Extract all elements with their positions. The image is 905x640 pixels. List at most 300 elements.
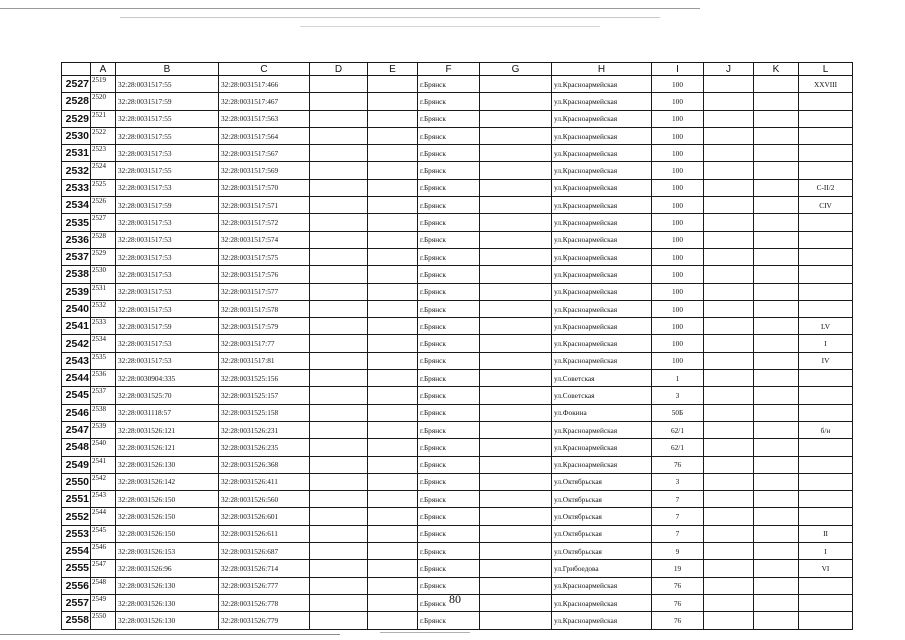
cell-f: г.Брянск [418,370,480,387]
cell-f: г.Брянск [418,318,480,335]
cell-f: г.Брянск [418,127,480,144]
cell-a: 2538 [91,404,116,421]
cell-e [368,110,418,127]
row-number-cell: 2535 [62,214,91,231]
column-header-h: H [552,63,652,76]
cell-i: 100 [652,318,704,335]
cell-a: 2527 [91,214,116,231]
cell-b: 32:28:0031526:153 [116,543,219,560]
cell-c: 32:28:0031517:466 [219,76,310,93]
cell-d [310,231,368,248]
cell-h: ул.Красноармейская [552,300,652,317]
cell-h: ул.Красноармейская [552,127,652,144]
cell-d [310,197,368,214]
row-number-cell: 2527 [62,76,91,93]
cell-e [368,387,418,404]
cell-c: 32:28:0031526:777 [219,577,310,594]
cell-f: г.Брянск [418,352,480,369]
cell-a: 2537 [91,387,116,404]
cell-h: ул.Красноармейская [552,352,652,369]
cell-e [368,248,418,265]
cell-f: г.Брянск [418,76,480,93]
cell-d [310,404,368,421]
cell-j [704,404,754,421]
cell-d [310,387,368,404]
row-number-cell: 2556 [62,577,91,594]
cell-k [754,543,799,560]
row-number-cell: 2539 [62,283,91,300]
row-number-cell: 2558 [62,612,91,629]
cell-c: 32:28:0031526:714 [219,560,310,577]
table-row [62,179,853,196]
table-row [62,404,853,421]
cell-b: 32:28:0031517:53 [116,145,219,162]
cell-g [480,508,552,525]
cell-e [368,404,418,421]
cell-l [799,577,853,594]
cell-j [704,145,754,162]
cell-i: 50Б [652,404,704,421]
column-header-l: L [799,63,853,76]
cell-b: 32:28:0031525:70 [116,387,219,404]
cell-k [754,473,799,490]
table-row [62,214,853,231]
cell-k [754,612,799,629]
cell-h: ул.Красноармейская [552,283,652,300]
cell-d [310,612,368,629]
row-number-cell: 2542 [62,335,91,352]
cell-h: ул.Красноармейская [552,266,652,283]
cell-f: г.Брянск [418,456,480,473]
cell-g [480,352,552,369]
cell-i: 100 [652,145,704,162]
cell-b: 32:28:0031517:59 [116,318,219,335]
cell-i: 100 [652,93,704,110]
cell-c: 32:28:0031517:564 [219,127,310,144]
cell-h: ул.Октябрьская [552,473,652,490]
cell-i: 62/1 [652,421,704,438]
cell-e [368,421,418,438]
column-header-c: C [219,63,310,76]
cell-h: ул.Красноармейская [552,93,652,110]
cell-g [480,110,552,127]
cell-j [704,577,754,594]
cell-h: ул.Фокина [552,404,652,421]
cell-b: 32:28:0031526:142 [116,473,219,490]
cell-e [368,76,418,93]
cell-g [480,456,552,473]
cell-l: LV [799,318,853,335]
cell-h: ул.Красноармейская [552,197,652,214]
cell-c: 32:28:0031517:567 [219,145,310,162]
cell-l [799,612,853,629]
table-row [62,283,853,300]
cell-k [754,283,799,300]
cell-a: 2533 [91,318,116,335]
row-number-cell: 2548 [62,439,91,456]
row-number-cell: 2537 [62,248,91,265]
cell-e [368,594,418,611]
cell-i: 7 [652,508,704,525]
cell-j [704,439,754,456]
column-header-j: J [704,63,754,76]
cell-j [704,248,754,265]
cell-j [704,127,754,144]
column-header-g: G [480,63,552,76]
cell-l: I [799,543,853,560]
cell-b: 32:28:0031517:53 [116,179,219,196]
cell-f: г.Брянск [418,248,480,265]
cell-b: 32:28:0031517:59 [116,197,219,214]
cell-d [310,525,368,542]
cell-j [704,197,754,214]
cell-f: г.Брянск [418,560,480,577]
cell-c: 32:28:0031517:577 [219,283,310,300]
column-header-d: D [310,63,368,76]
cell-i: 3 [652,473,704,490]
column-header-e: E [368,63,418,76]
cell-c: 32:28:0031526:368 [219,456,310,473]
cell-k [754,594,799,611]
row-number-cell: 2530 [62,127,91,144]
cell-i: 76 [652,456,704,473]
table-row [62,352,853,369]
cell-k [754,231,799,248]
cell-f: г.Брянск [418,162,480,179]
cell-d [310,577,368,594]
cell-d [310,352,368,369]
cell-i: 100 [652,127,704,144]
cell-g [480,421,552,438]
cell-e [368,612,418,629]
cell-f: г.Брянск [418,283,480,300]
cell-e [368,127,418,144]
cell-e [368,439,418,456]
cell-d [310,145,368,162]
table-row [62,612,853,629]
cell-i: 100 [652,248,704,265]
cell-f: г.Брянск [418,197,480,214]
cell-c: 32:28:0031517:81 [219,352,310,369]
cell-i: 19 [652,560,704,577]
cell-i: 100 [652,197,704,214]
cell-e [368,214,418,231]
cell-f: г.Брянск [418,508,480,525]
cell-f: г.Брянск [418,577,480,594]
cell-l [799,300,853,317]
cell-a: 2524 [91,162,116,179]
cell-d [310,93,368,110]
cell-a: 2550 [91,612,116,629]
cell-f: г.Брянск [418,387,480,404]
row-number-cell: 2536 [62,231,91,248]
cell-c: 32:28:0031526:231 [219,421,310,438]
cell-f: г.Брянск [418,214,480,231]
cell-g [480,197,552,214]
cell-b: 32:28:0031526:130 [116,456,219,473]
cell-c: 32:28:0031517:578 [219,300,310,317]
cell-c: 32:28:0031526:778 [219,594,310,611]
table-row [62,439,853,456]
cell-h: ул.Грибоедова [552,560,652,577]
cell-i: 76 [652,594,704,611]
cell-c: 32:28:0031526:687 [219,543,310,560]
cell-g [480,404,552,421]
cell-l [799,439,853,456]
cell-a: 2542 [91,473,116,490]
cell-i: 76 [652,577,704,594]
cell-g [480,214,552,231]
cell-k [754,508,799,525]
cell-k [754,491,799,508]
cell-d [310,283,368,300]
row-number-cell: 2545 [62,387,91,404]
cell-k [754,127,799,144]
cell-h: ул.Красноармейская [552,231,652,248]
cell-c: 32:28:0031517:576 [219,266,310,283]
cell-k [754,318,799,335]
cell-g [480,179,552,196]
cell-h: ул.Советская [552,387,652,404]
cell-l [799,404,853,421]
cell-d [310,473,368,490]
column-header-i: I [652,63,704,76]
cell-d [310,508,368,525]
cell-a: 2529 [91,248,116,265]
cell-e [368,197,418,214]
cell-c: 32:28:0031517:569 [219,162,310,179]
cell-e [368,162,418,179]
cell-h: ул.Красноармейская [552,594,652,611]
row-number-cell: 2533 [62,179,91,196]
cell-l [799,145,853,162]
row-number-cell: 2538 [62,266,91,283]
cell-j [704,76,754,93]
cell-b: 32:28:0031517:53 [116,248,219,265]
cell-f: г.Брянск [418,93,480,110]
cell-f: г.Брянск [418,491,480,508]
cell-e [368,525,418,542]
cell-a: 2541 [91,456,116,473]
cell-i: 100 [652,110,704,127]
cell-b: 32:28:0031118:57 [116,404,219,421]
cell-b: 32:28:0031517:53 [116,231,219,248]
column-header-a: A [91,63,116,76]
cell-h: ул.Красноармейская [552,162,652,179]
cell-c: 32:28:0031525:157 [219,387,310,404]
cell-c: 32:28:0031517:77 [219,335,310,352]
cell-c: 32:28:0031517:563 [219,110,310,127]
cell-a: 2545 [91,525,116,542]
cell-k [754,439,799,456]
cell-e [368,93,418,110]
cell-h: ул.Красноармейская [552,439,652,456]
cell-e [368,491,418,508]
cell-l [799,491,853,508]
cell-c: 32:28:0031526:779 [219,612,310,629]
cell-a: 2536 [91,370,116,387]
row-number-cell: 2555 [62,560,91,577]
cell-l [799,248,853,265]
cell-i: 76 [652,612,704,629]
table-row [62,456,853,473]
cell-f: г.Брянск [418,231,480,248]
cell-l [799,508,853,525]
cell-b: 32:28:0031526:150 [116,491,219,508]
cell-c: 32:28:0031517:574 [219,231,310,248]
cell-a: 2535 [91,352,116,369]
cell-g [480,439,552,456]
cell-j [704,162,754,179]
cell-i: 100 [652,283,704,300]
cell-l [799,473,853,490]
cell-b: 32:28:0031526:96 [116,560,219,577]
cell-e [368,370,418,387]
cell-g [480,266,552,283]
table-body [62,76,853,630]
cell-b: 32:28:0031526:130 [116,612,219,629]
cell-j [704,421,754,438]
cell-e [368,473,418,490]
cell-l: VI [799,560,853,577]
cell-h: ул.Красноармейская [552,612,652,629]
cell-a: 2532 [91,300,116,317]
cell-k [754,300,799,317]
cell-k [754,456,799,473]
row-number-cell: 2532 [62,162,91,179]
cell-f: г.Брянск [418,300,480,317]
cell-b: 32:28:0031526:150 [116,525,219,542]
cell-d [310,162,368,179]
cell-e [368,543,418,560]
cell-k [754,76,799,93]
cell-j [704,560,754,577]
cell-l [799,214,853,231]
cell-j [704,456,754,473]
cell-a: 2546 [91,543,116,560]
cell-j [704,508,754,525]
cell-l: б/н [799,421,853,438]
cell-e [368,283,418,300]
page-number: 80 [449,592,461,606]
table-row [62,231,853,248]
row-number-cell: 2552 [62,508,91,525]
cell-l: IV [799,352,853,369]
cell-d [310,370,368,387]
cell-g [480,387,552,404]
cell-d [310,248,368,265]
cell-l [799,370,853,387]
cell-e [368,318,418,335]
cell-a: 2539 [91,421,116,438]
cell-d [310,300,368,317]
cell-d [310,543,368,560]
row-number-cell: 2541 [62,318,91,335]
cell-g [480,300,552,317]
table-row [62,145,853,162]
spreadsheet-table [61,62,853,630]
cell-l [799,456,853,473]
cell-h: ул.Октябрьская [552,491,652,508]
cell-j [704,283,754,300]
cell-h: ул.Красноармейская [552,179,652,196]
cell-e [368,145,418,162]
cell-l: CIV [799,197,853,214]
cell-h: ул.Красноармейская [552,110,652,127]
cell-h: ул.Красноармейская [552,456,652,473]
cell-k [754,197,799,214]
row-number-cell: 2553 [62,525,91,542]
cell-d [310,421,368,438]
cell-h: ул.Советская [552,370,652,387]
cell-d [310,127,368,144]
cell-b: 32:28:0031517:53 [116,335,219,352]
corner-header [62,63,91,76]
cell-h: ул.Красноармейская [552,145,652,162]
row-number-cell: 2534 [62,197,91,214]
cell-a: 2530 [91,266,116,283]
cell-h: ул.Красноармейская [552,214,652,231]
cell-k [754,404,799,421]
cell-b: 32:28:0031526:150 [116,508,219,525]
cell-j [704,387,754,404]
cell-i: 100 [652,179,704,196]
cell-b: 32:28:0031517:53 [116,283,219,300]
cell-c: 32:28:0031517:467 [219,93,310,110]
cell-c: 32:28:0031526:235 [219,439,310,456]
cell-e [368,179,418,196]
cell-k [754,145,799,162]
cell-k [754,560,799,577]
cell-e [368,560,418,577]
cell-a: 2543 [91,491,116,508]
cell-k [754,179,799,196]
cell-i: 1 [652,370,704,387]
scan-noise-top [0,4,905,34]
cell-k [754,577,799,594]
cell-d [310,560,368,577]
table-row [62,127,853,144]
cell-l [799,283,853,300]
cell-g [480,473,552,490]
cell-d [310,76,368,93]
cell-l: I [799,335,853,352]
cell-f: г.Брянск [418,594,480,611]
cell-e [368,577,418,594]
table-row [62,543,853,560]
cell-l: II [799,525,853,542]
row-number-cell: 2550 [62,473,91,490]
cell-d [310,214,368,231]
cell-g [480,283,552,300]
column-header-k: K [754,63,799,76]
cell-g [480,560,552,577]
cell-i: 100 [652,76,704,93]
cell-a: 2525 [91,179,116,196]
cell-j [704,491,754,508]
row-number-cell: 2549 [62,456,91,473]
cell-b: 32:28:0031526:121 [116,439,219,456]
cell-f: г.Брянск [418,439,480,456]
cell-e [368,266,418,283]
cell-l [799,110,853,127]
cell-i: 100 [652,162,704,179]
cell-e [368,508,418,525]
table-row [62,473,853,490]
cell-i: 7 [652,491,704,508]
cell-c: 32:28:0031517:572 [219,214,310,231]
row-number-cell: 2557 [62,594,91,611]
